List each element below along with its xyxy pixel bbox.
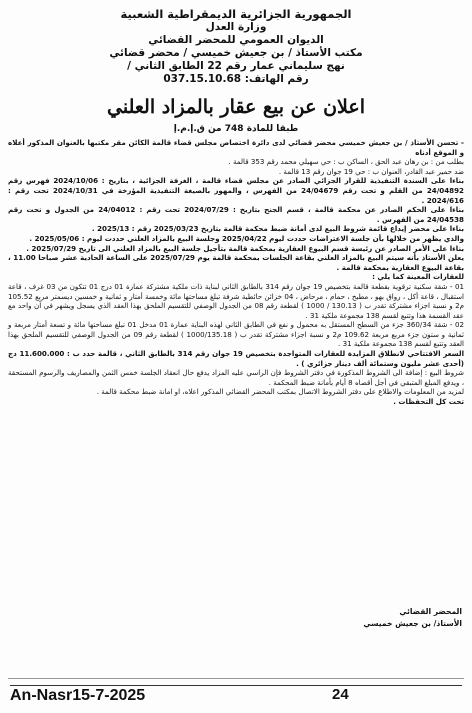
republic-header: الجمهورية الجزائرية الديمقراطية الشعبية (120, 7, 352, 21)
basis-paragraph-1: بناءا على السندة التنفيذية للقرار الجزائي الصادر عن مجلس قضاء قالمة ، الغرفة الجزائية ، بتاريخ : 2024/10/06 فهرس رقم 24/04892 من القلم و تحت رقم 24/04679 من الفهرس ، والمهور بالصيغة التنفيذية المؤرخة في 2024/10/31 تحت رقم : 2024/616 . (8, 176, 464, 205)
address-header: نهج سليماني عمار رقم 22 الطابق الثاني / (127, 60, 345, 72)
bailiff-header: مكتب الأستاذ / بن جعيش خميسي / محضر قضائي (109, 47, 363, 59)
signature-name: الأستاذ/ بن جعيش خميسي (363, 619, 462, 628)
defendant-paragraph: ضد حمير عبد القادر، العنوان ب : حي 19 جوان رقم 13 قالمة . (278, 166, 464, 176)
office-header: الديوان العمومي للمحضر القضائي (148, 34, 324, 46)
notice-subtitle: طبقا للمادة 748 من ق.إ.م.إ (173, 124, 299, 134)
property-1-paragraph: 01 - شقة سكنية ترقوية بقطعة قالمة بتخصيص 19 جوان رقم 314 بالطابق الثاني لبناية ذات ملكية مشتركة عمارة 01 درج 01 تتكون من 03 غرف ، قاعة استقبال ، قاعة أكل ، رواق بهو ، مطبخ ، حمام ، مرحاض ، 04 خزائن حائطية شرفة تبلغ مساحتها مائة وخمسة أمتار و ثمانية و خمسين ديسمتر مربع 105.52 م2 و نسبة اجزاء مشتركة تقدر ب ( 130.13 / 1000 ) لقطعة رقم 08 من الجدول الوصفي للتقسيم الملحق بهذا العقد الذي يسجل ويشهر في آن واحد مع عقد القسمة هذا وتتبع لقسم 138 مجموعة ملكية 31 . (8, 281, 464, 320)
basis-paragraph-3: بناءا على محضر إيداع قائمة شروط البيع لدى أمانة ضبط محكمة قالمة بتاريخ 2025/03/23 رقم : 2025/13 . (91, 224, 464, 234)
signature-block (8, 606, 464, 630)
sale-conditions-paragraph: شروط البيع : إضافة الى الشروط المذكورة في دفتر الشروط فإن الراسي عليه المزاد يدفع حال انعقاد الجلسة خمس الثمن والمصاريف والرسوم المستحقة ، ويدفع المبلغ المتبقي في أجل أقصاه 8 أيام بأمانة ضبط المحكمة . (8, 368, 464, 387)
legal-notice (8, 8, 464, 670)
divider-line (8, 678, 464, 679)
opening-price-paragraph: السعر الافتتاحي لانطلاق المزايدة للعقارات المتواجدة بتخصيص 19 جوان رقم 314 بالطابق الثاني ، قالمة حدد ب : 11.600.000 دج (أحدى عشر مليون وستمائة ألف دينار جزائري ) . (8, 349, 464, 368)
properties-heading: للعقارات المعينة كما يلي : (372, 272, 464, 282)
information-paragraph: لمزيد من المعلومات والاطلاع على دفتر الشروط الاتصال بمكتب المحضر القضائي المذكور اعلاه، او امانة ضبط محكمة قالمة . (96, 387, 464, 397)
page-footer (10, 685, 462, 706)
intro-paragraph: - تحسن الأستاذ / بن جعيش خميسي محضر قضائي لدى دائرة اختصاص مجلس قضاء قالمة الكائن مقر مكتبها بالعنوان المذكور أعلاه و الموقع أدناه (8, 138, 464, 157)
newspaper-name-date: An-Nasr15-7-2025 (10, 687, 146, 704)
property-2-paragraph: 02 - شقة 360/34 جزء من السطح المستقل به محمول و نفع في الطابق الثاني لهذه البناية عمارة 01 مدخل 01 تبلغ مساحتها مائة و تسعة أمتار مربعة و ثمانية و ستون جزء مربع مربعة 109.62 م2 و نسبة اجزاء مشتركة تقدر ب ( 1000/135.18 ) لقطعة رقم 09 من الجدول الوصفي للتقسيم الملحق بهذا العقد وتتبع لقسم 138 مجموعة ملكية 31 . (8, 320, 465, 349)
auction-date-paragraph: يعلن الأستاذ بأنه سيتم البيع بالمزاد العلني بقاعة الجلسات بمحكمة قالمة يوم 2025/07/29 على الساعة الحادية عشر صباحا 11.00 ، بقاعة البيوع العقارية بمحكمة قالمة . (8, 253, 464, 272)
basis-paragraph-2: بناءا على الحكم الصادر عن محكمة قالمة ، قسم الجنح بتاريخ : 2024/07/29 تحت رقم : 24/04012 من الجدول و تحت رقم 24/04538 من الفهرس . (8, 205, 464, 224)
ministry-header: وزارة العدل (205, 21, 267, 33)
signature-role: المحضر القضائي (399, 607, 462, 616)
notice-title: اعلان عن بيع عقار بالمزاد العلني (107, 96, 365, 118)
postponement-paragraph: بناءا على الأمر الصادر عن رئيسة قسم البيوع العقارية بمحكمة قالمة بتأجيل جلسة البيع بالمزاد العلني الى تاريخ 2025/07/29 . (26, 243, 464, 253)
page-number: 24 (332, 686, 349, 703)
sessions-paragraph: والذي يظهر من خلالها بأن جلسة الاعتراضات حددت ليوم 2025/04/22 وجلسة البيع بالمزاد العلني حددت ليوم : 2025/05/06 . (29, 233, 464, 243)
plaintiff-paragraph: بطلب من : بن رهان عبد الحق ، الساكن ب : حي سهيلي محمد رقم 353 قالمة . (228, 157, 464, 167)
reservations-paragraph: تحت كل التحفظات . (393, 397, 464, 407)
phone-header: رقم الهاتف: 037.15.10.68 (163, 73, 309, 85)
